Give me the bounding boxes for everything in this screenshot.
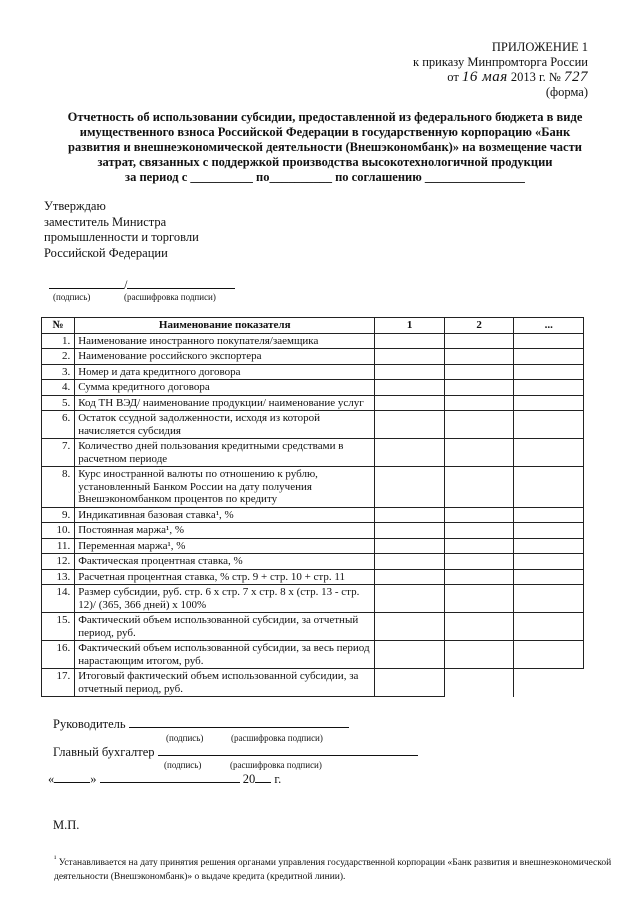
handwritten-date: 16 мая (461, 69, 508, 85)
table-header-row (42, 318, 584, 334)
row-number: 1. (42, 333, 75, 349)
value-cell (444, 613, 514, 641)
value-cell (444, 641, 514, 669)
value-cell (514, 467, 584, 508)
row-indicator-name: Наименование иностранного покупателя/заемщика (75, 333, 375, 349)
value-cell (375, 364, 445, 380)
row-number: 9. (42, 507, 75, 523)
row-indicator-name: Код ТН ВЭД/ наименование продукции/ наименование услуг (75, 395, 375, 411)
col-more-header: ... (514, 318, 584, 334)
value-cell (444, 669, 514, 697)
table-row (42, 349, 584, 365)
value-cell (375, 411, 445, 439)
row-indicator-name: Итоговый фактический объем использованной субсидии, за отчетный период, руб. (75, 669, 375, 697)
table-row (42, 585, 584, 613)
approval-cap-decoding: (расшифровка подписи) (124, 292, 216, 302)
indicators-table (41, 317, 584, 697)
value-cell (514, 349, 584, 365)
row-indicator-name: Курс иностранной валюты по отношению к рублю, установленный Банком России на дату получения Внешэкономбанком процентов по кредиту (75, 467, 375, 508)
row-indicator-name: Индикативная базовая ставка¹, % (75, 507, 375, 523)
row-number: 2. (42, 349, 75, 365)
value-cell (444, 349, 514, 365)
value-cell (444, 467, 514, 508)
value-cell (514, 507, 584, 523)
row-indicator-name: Расчетная процентная ставка, % стр. 9 + стр. 10 + стр. 11 (75, 569, 375, 585)
value-cell (514, 641, 584, 669)
row-number: 14. (42, 585, 75, 613)
row-number: 15. (42, 613, 75, 641)
footnote-mark: ¹ (54, 854, 57, 863)
value-cell (514, 523, 584, 539)
row-number: 13. (42, 569, 75, 585)
approval-cap-signature: (подпись) (53, 292, 91, 302)
row-indicator-name: Наименование российского экспортера (75, 349, 375, 365)
value-cell (514, 380, 584, 396)
value-cell (514, 554, 584, 570)
row-indicator-name: Фактическая процентная ставка, % (75, 554, 375, 570)
accountant-cap-signature: (подпись) (164, 760, 202, 770)
row-number: 3. (42, 364, 75, 380)
row-indicator-name: Фактический объем использованной субсидии, за отчетный период, руб. (75, 613, 375, 641)
value-cell (375, 395, 445, 411)
table-row (42, 467, 584, 508)
accountant-signature: Главный бухгалтер (53, 744, 418, 760)
table-row (42, 411, 584, 439)
value-cell (514, 613, 584, 641)
value-cell (444, 523, 514, 539)
approval-signature-line: / (49, 277, 235, 293)
value-cell (375, 538, 445, 554)
value-cell (444, 439, 514, 467)
value-cell (375, 641, 445, 669)
value-cell (514, 538, 584, 554)
value-cell (375, 613, 445, 641)
value-cell (444, 569, 514, 585)
table-row (42, 395, 584, 411)
row-indicator-name: Количество дней пользования кредитными средствами в расчетном периоде (75, 439, 375, 467)
approval-block: Утверждаю заместитель Министра промышленности и торговли Российской Федерации (44, 199, 199, 260)
row-indicator-name: Размер субсидии, руб. стр. 6 х стр. 7 х стр. 8 х (стр. 13 - стр. 12)/ (365, 366 дней) х 100% (75, 585, 375, 613)
appendix-form: (форма) (545, 85, 588, 99)
document-title: Отчетность об использовании субсидии, предоставленной из федерального бюджета в виде имущественного взноса Российской Федерации в государственную корпорацию «Банк развития и внешнеэкономической деятельности (Внешэкономбанк)» на возмещение части затрат, связанных с поддержкой производства высокотехнологичной продукции за период с __________ по__________ по соглашению ________________ (67, 110, 583, 184)
stamp-place: М.П. (53, 818, 80, 832)
value-cell (375, 569, 445, 585)
table-row (42, 507, 584, 523)
row-indicator-name: Сумма кредитного договора (75, 380, 375, 396)
value-cell (514, 364, 584, 380)
head-signature: Руководитель (53, 716, 349, 732)
appendix-title: ПРИЛОЖЕНИЕ 1 (491, 40, 588, 54)
row-indicator-name: Номер и дата кредитного договора (75, 364, 375, 380)
row-indicator-name: Остаток ссудной задолженности, исходя из которой начисляется субсидия (75, 411, 375, 439)
appendix-order: к приказу Минпромторга России (413, 55, 588, 69)
table-row (42, 364, 584, 380)
value-cell (444, 411, 514, 439)
value-cell (444, 395, 514, 411)
table-row (42, 554, 584, 570)
value-cell (375, 507, 445, 523)
head-cap-decoding: (расшифровка подписи) (231, 733, 323, 743)
value-cell (514, 585, 584, 613)
row-number: 11. (42, 538, 75, 554)
value-cell (375, 439, 445, 467)
value-cell (514, 569, 584, 585)
col-2-header: 2 (444, 318, 514, 334)
value-cell (444, 507, 514, 523)
table-row (42, 380, 584, 396)
row-number: 17. (42, 669, 75, 697)
value-cell (514, 439, 584, 467)
value-cell (514, 669, 584, 697)
row-indicator-name: Фактический объем использованной субсидии, за весь период нарастающим итогом, руб. (75, 641, 375, 669)
table-row (42, 641, 584, 669)
head-cap-signature: (подпись) (166, 733, 204, 743)
row-number: 5. (42, 395, 75, 411)
value-cell (375, 585, 445, 613)
col-name-header: Наименование показателя (75, 318, 375, 334)
row-number: 16. (42, 641, 75, 669)
appendix-header (413, 40, 588, 100)
accountant-cap-decoding: (расшифровка подписи) (230, 760, 322, 770)
table-row (42, 439, 584, 467)
signature-date: « » 20 г. (48, 772, 282, 786)
value-cell (375, 554, 445, 570)
table-row (42, 613, 584, 641)
table-row (42, 569, 584, 585)
value-cell (514, 333, 584, 349)
table-row (42, 523, 584, 539)
value-cell (444, 333, 514, 349)
value-cell (514, 395, 584, 411)
value-cell (375, 349, 445, 365)
appendix-date-line: от 16 мая 2013 г. № 727 (447, 69, 588, 85)
value-cell (444, 585, 514, 613)
col-1-header: 1 (375, 318, 445, 334)
table-row (42, 538, 584, 554)
value-cell (444, 538, 514, 554)
value-cell (375, 523, 445, 539)
row-indicator-name: Постоянная маржа¹, % (75, 523, 375, 539)
row-number: 10. (42, 523, 75, 539)
value-cell (444, 380, 514, 396)
value-cell (375, 467, 445, 508)
handwritten-number: 727 (564, 69, 588, 85)
row-number: 4. (42, 380, 75, 396)
col-number-header: № (42, 318, 75, 334)
value-cell (444, 554, 514, 570)
table-row (42, 669, 584, 697)
row-number: 12. (42, 554, 75, 570)
value-cell (444, 364, 514, 380)
value-cell (514, 411, 584, 439)
row-number: 6. (42, 411, 75, 439)
footnote-text: Устанавливается на дату принятия решения органами управления государственной корпорации «Банк развития и внешнеэкономической деятельности (Внешэкономбанк)» о выдаче кредита (кредитной линии). (54, 858, 612, 883)
table-row (42, 333, 584, 349)
value-cell (375, 333, 445, 349)
value-cell (375, 669, 445, 697)
value-cell (375, 380, 445, 396)
footnote (54, 852, 614, 884)
row-number: 8. (42, 467, 75, 508)
row-indicator-name: Переменная маржа¹, % (75, 538, 375, 554)
row-number: 7. (42, 439, 75, 467)
